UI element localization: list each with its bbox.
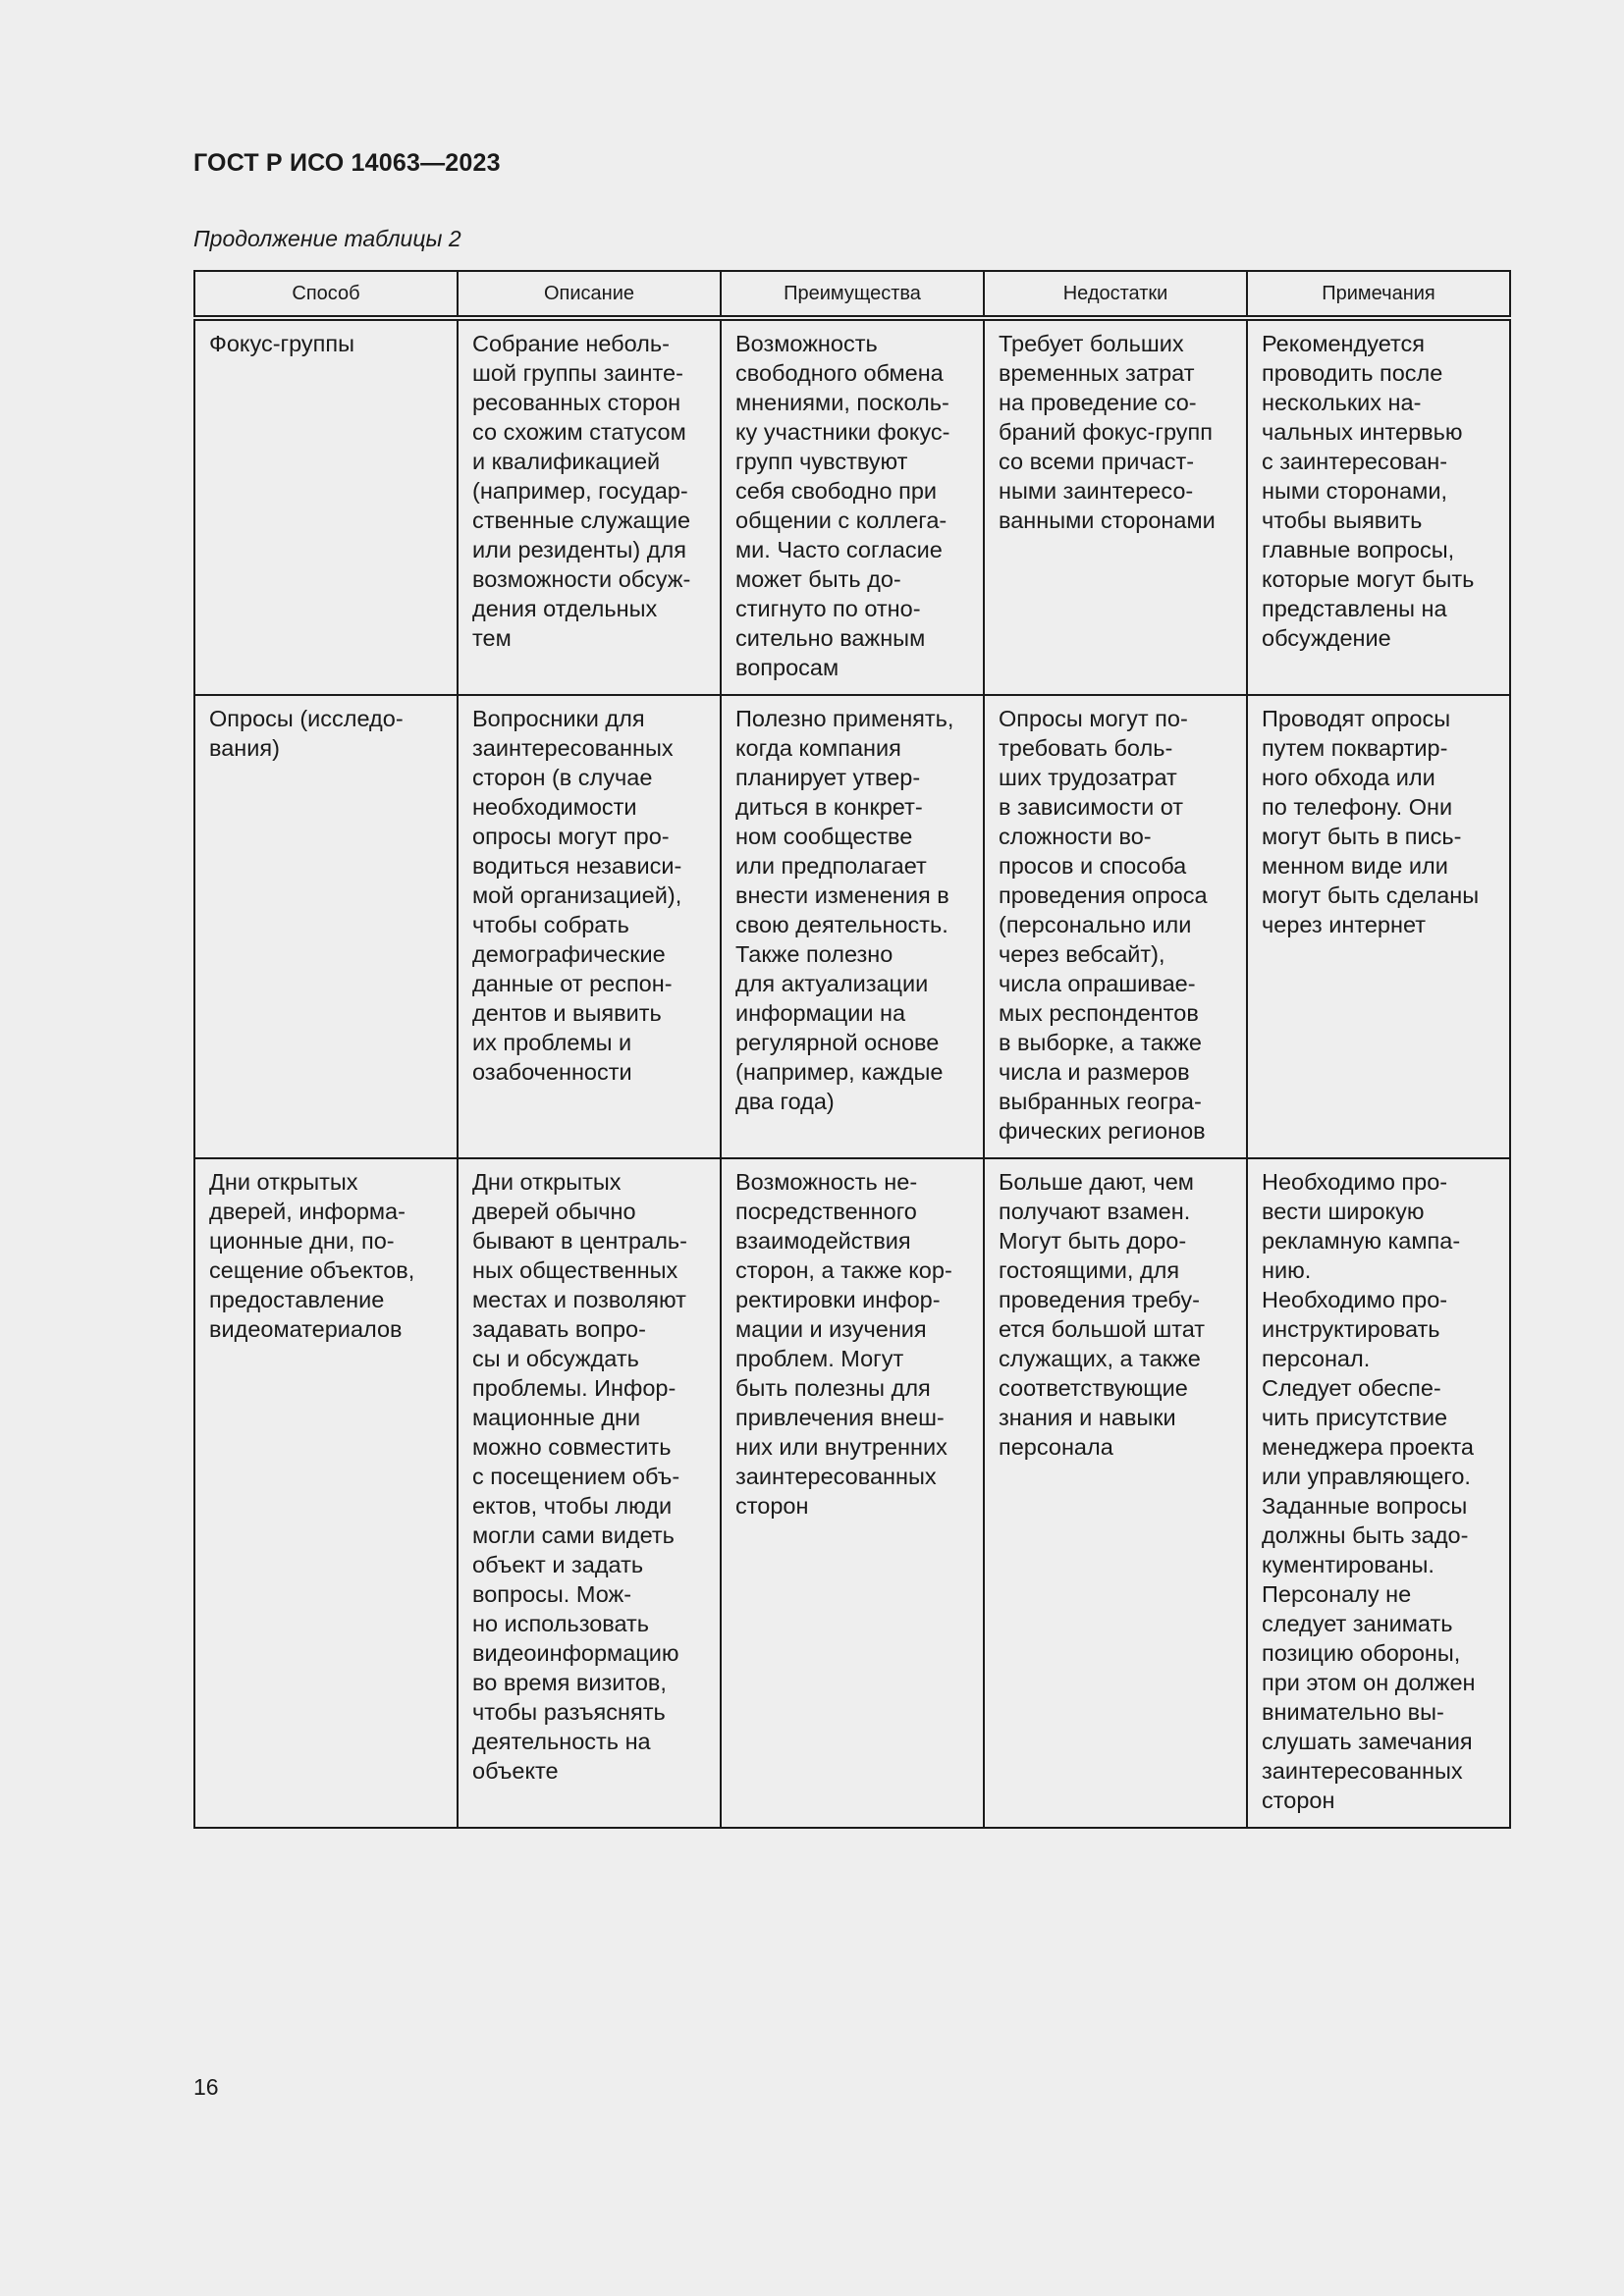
methods-table <box>193 270 1509 1829</box>
cell-description: Вопросники для заинтересованных сторон (в случае необходимости опросы могут про- водиться независи- мой организацией), чтобы собрать демографические данные от респон- дентов и выявить их проблемы и озабоченности <box>458 695 721 1158</box>
cell-description: Дни открытых дверей обычно бывают в централь- ных общественных местах и позволяют задавать вопро- сы и обсуждать проблемы. Инфор- мационные дни можно совместить с посещением объ- ектов, чтобы люди могли сами видеть объект и задать вопросы. Мож- но использовать видеоинформацию во время визитов, чтобы разъяснять деятельность на объекте <box>458 1158 721 1828</box>
table-caption: Продолжение таблицы 2 <box>193 226 461 251</box>
table <box>193 270 1511 1829</box>
table-row <box>194 318 1510 695</box>
cell-notes: Проводят опросы путем поквартир- ного обхода или по телефону. Они могут быть в пись- менном виде или могут быть сделаны через интернет <box>1247 695 1510 1158</box>
table-row <box>194 695 1510 1158</box>
column-header-notes: Примечания <box>1247 271 1510 318</box>
cell-advantages: Возможность не- посредственного взаимодействия сторон, а также кор- ректировки инфор- мации и изучения проблем. Могут быть полезны для привлечения внеш- них или внутренних заинтересованных сторон <box>721 1158 984 1828</box>
cell-method: Дни открытых дверей, информа- ционные дни, по- сещение объектов, предоставление видеоматериалов <box>194 1158 458 1828</box>
cell-method: Фокус-группы <box>194 318 458 695</box>
cell-description: Собрание неболь- шой группы заинте- ресованных сторон со схожим статусом и квалификацией (например, государ- ственные служащие или резиденты) для возможности обсуж- дения отдельных тем <box>458 318 721 695</box>
cell-disadvantages: Больше дают, чем получают взамен. Могут быть доро- гостоящими, для проведения требу- ется большой штат служащих, а также соответствующие знания и навыки персонала <box>984 1158 1247 1828</box>
column-header-method: Способ <box>194 271 458 318</box>
document-header: ГОСТ Р ИСО 14063—2023 <box>193 149 501 177</box>
cell-notes: Рекомендуется проводить после нескольких на- чальных интервью с заинтересован- ными сторонами, чтобы выявить главные вопросы, которые могут быть представлены на обсуждение <box>1247 318 1510 695</box>
column-header-disadvantages: Недостатки <box>984 271 1247 318</box>
cell-advantages: Возможность свободного обмена мнениями, посколь- ку участники фокус- групп чувствуют себя свободно при общении с коллега- ми. Часто согласие может быть до- стигнуто по отно- сительно важным вопросам <box>721 318 984 695</box>
cell-disadvantages: Опросы могут по- требовать боль- ших трудозатрат в зависимости от сложности во- просов и способа проведения опроса (персонально или через вебсайт), числа опрашивае- мых респондентов в выборке, а также числа и размеров выбранных геогра- фических регионов <box>984 695 1247 1158</box>
cell-notes: Необходимо про- вести широкую рекламную кампа- нию. Необходимо про- инструктировать персонал. Следует обеспе- чить присутствие менеджера проекта или управляющего. Заданные вопросы должны быть задо- кументированы. Персоналу не следует занимать позицию обороны, при этом он должен внимательно вы- слушать замечания заинтересованных сторон <box>1247 1158 1510 1828</box>
column-header-description: Описание <box>458 271 721 318</box>
page-number: 16 <box>193 2074 219 2100</box>
cell-disadvantages: Требует больших временных затрат на проведение со- браний фокус-групп со всеми причаст- ными заинтересо- ванными сторонами <box>984 318 1247 695</box>
column-header-advantages: Преимущества <box>721 271 984 318</box>
cell-advantages: Полезно применять, когда компания планирует утвер- диться в конкрет- ном сообществе или предполагает внести изменения в свою деятельность. Также полезно для актуализации информации на регулярной основе (например, каждые два года) <box>721 695 984 1158</box>
table-row <box>194 1158 1510 1828</box>
cell-method: Опросы (исследо- вания) <box>194 695 458 1158</box>
table-header-row <box>194 271 1510 318</box>
